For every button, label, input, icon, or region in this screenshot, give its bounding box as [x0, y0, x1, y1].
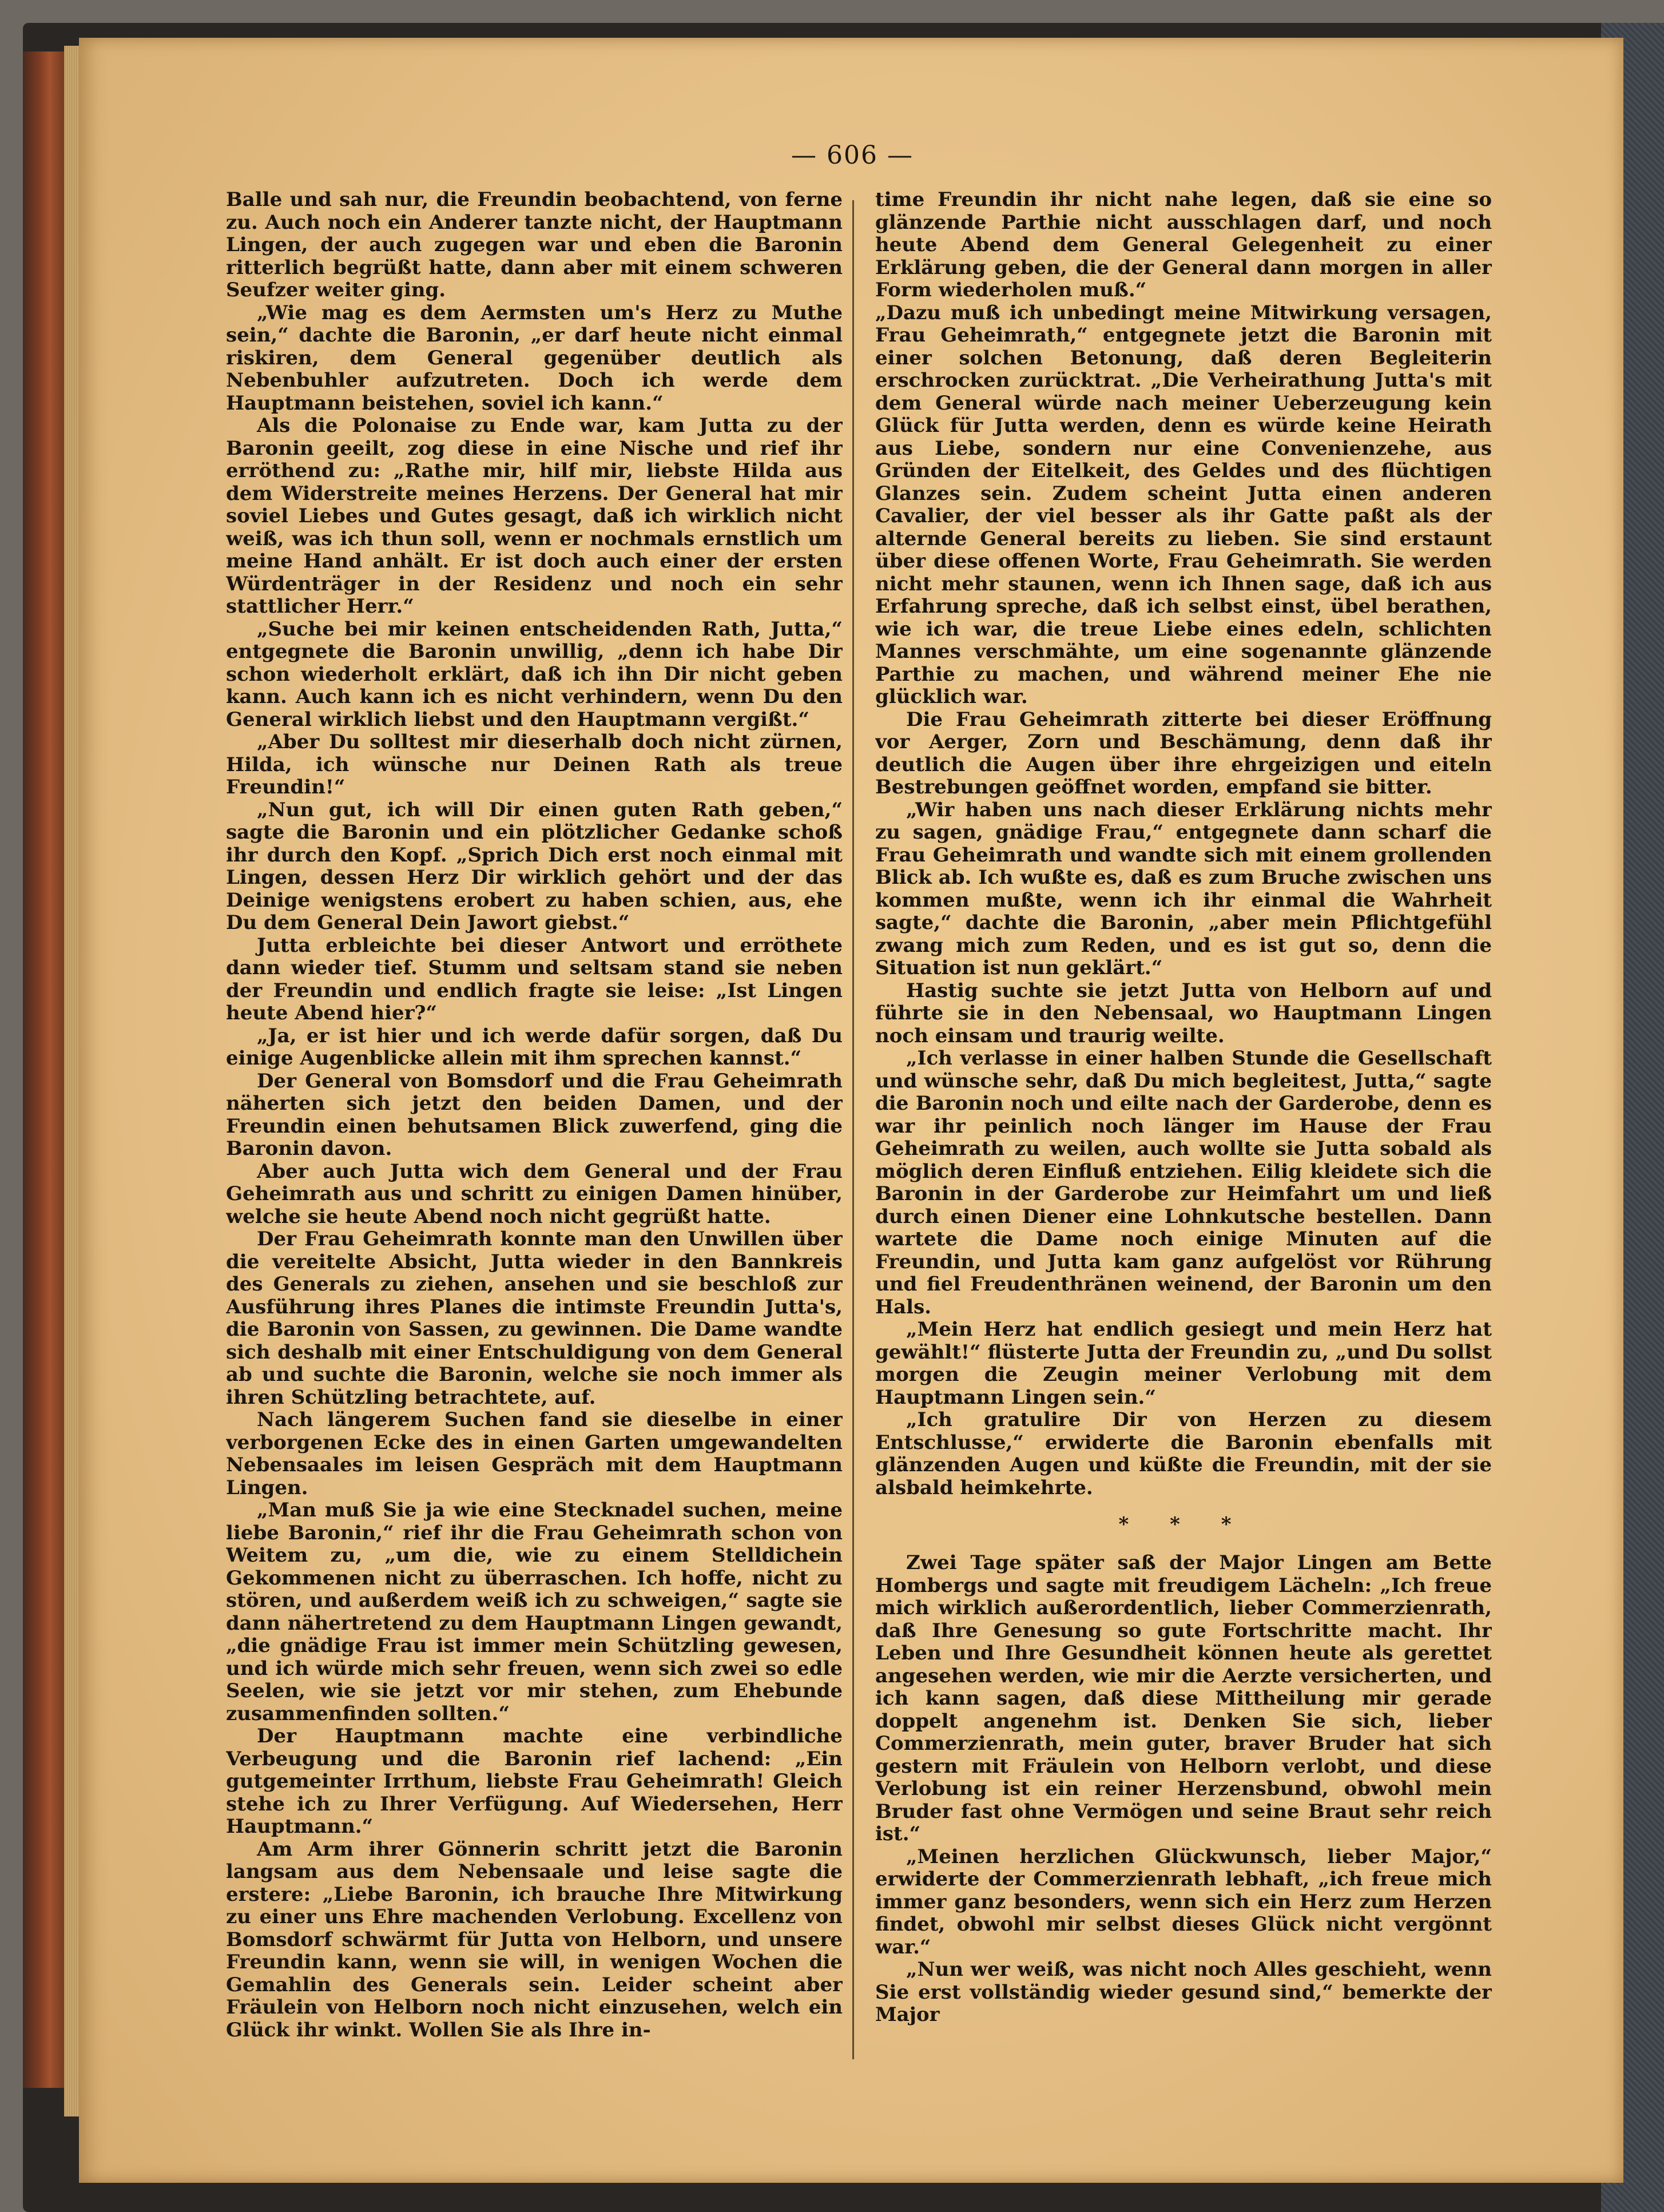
section-break: * * * — [1118, 1513, 1249, 1536]
left-text-column — [226, 189, 843, 2076]
paragraph: Der General von Bomsdorf und die Frau Geheimrath näherten sich jetzt den beiden Damen, und der Freundin einen behutsamen Blick zuwerfend, ging die Baronin davon. — [226, 1069, 843, 1160]
paragraph: Der Hauptmann machte eine verbindliche Verbeugung und die Baronin rief lachend: „Ein gutgemeinter Irrthum, liebste Frau Geheimrath! Gleich stehe ich zu Ihrer Verfügung. Auf Wiedersehen, Herr Hauptmann.“ — [226, 1725, 843, 1838]
book-spine — [23, 51, 67, 2088]
paragraph: „Ja, er ist hier und ich werde dafür sorgen, daß Du einige Augenblicke allein mit ihm sprechen kannst.“ — [226, 1024, 843, 1070]
paragraph: Der Frau Geheimrath konnte man den Unwillen über die vereitelte Absicht, Jutta wieder in den Bannkreis des Generals zu ziehen, ansehen und sie beschloß zur Ausführung ihres Planes die intimste Freundin Jutta's, die Baronin von Sassen, zu gewinnen. Die Dame wandte sich deshalb mit einer Entschuldigung von dem General ab und suchte die Baronin, welche sie noch immer als ihren Schützling betrachtete, auf. — [226, 1228, 843, 1409]
paragraph: Jutta erbleichte bei dieser Antwort und erröthete dann wieder tief. Stumm und seltsam stand sie neben der Freundin und endlich fragte sie leise: „Ist Lingen heute Abend hier?“ — [226, 934, 843, 1024]
paragraph: Nach längerem Suchen fand sie dieselbe in einer verborgenen Ecke des in einen Garten umgewandelten Nebensaales im leisen Gespräch mit dem Hauptmann Lingen. — [226, 1408, 843, 1499]
page-number: — 606 — — [791, 141, 914, 170]
paragraph: Am Arm ihrer Gönnerin schritt jetzt die Baronin langsam aus dem Nebensaale und leise sagte die erstere: „Liebe Baronin, ich brauche Ihre Mitwirkung zu einer uns Ehre machenden Verlobung. Excellenz von Bomsdorf schwärmt für Jutta von Helborn, und unsere Freundin kann, wenn sie will, in wenigen Wochen die Gemahlin des Generals sein. Leider scheint aber Fräulein von Helborn noch nicht einzusehen, welch ein Glück ihr winkt. Wollen Sie als Ihre in- — [226, 1837, 843, 2042]
column-divider — [852, 200, 854, 2059]
paragraph: „Suche bei mir keinen entscheidenden Rath, Jutta,“ entgegnete die Baronin unwillig, „denn ich habe Dir schon wiederholt erklärt, daß ich ihn Dir nicht geben kann. Auch kann ich es nicht verhindern, wenn Du den General wirklich liebst und den Hauptmann vergißt.“ — [226, 617, 843, 731]
paragraph: „Ich verlasse in einer halben Stunde die Gesellschaft und wünsche sehr, daß Du mich begleitest, Jutta,“ sagte die Baronin noch und eilte nach der Garderobe, denn es war ihr peinlich noch länger im Hause der Frau Geheimrath zu weilen, auch wollte sie Jutta sobald als möglich deren Einfluß entziehen. Eilig kleidete sich die Baronin in der Garderobe zur Heimfahrt um und ließ durch einen Diener eine Lohnkutsche bestellen. Dann wartete die Dame noch einige Minuten auf die Freundin, und Jutta kam ganz aufgelöst vor Rührung und fiel Freudenthränen weinend, der Baronin um den Hals. — [875, 1047, 1492, 1319]
paragraph: Hastig suchte sie jetzt Jutta von Helborn auf und führte sie in den Nebensaal, wo Hauptmann Lingen noch einsam und traurig weilte. — [875, 979, 1492, 1047]
paragraph: „Nun gut, ich will Dir einen guten Rath geben,“ sagte die Baronin und ein plötzlicher Gedanke schoß ihr durch den Kopf. „Sprich Dich erst noch einmal mit Lingen, dessen Herz Dir wirklich gehört und der das Deinige wenigstens erobert zu haben schien, aus, ehe Du dem General Dein Jawort giebst.“ — [226, 798, 843, 934]
paragraph: „Aber Du solltest mir dieserhalb doch nicht zürnen, Hilda, ich wünsche nur Deinen Rath als treue Freundin!“ — [226, 730, 843, 799]
paragraph: „Wir haben uns nach dieser Erklärung nichts mehr zu sagen, gnädige Frau,“ entgegnete dann scharf die Frau Geheimrath und wandte sich mit einem grollenden Blick ab. Ich wußte es, daß es zum Bruche zwischen uns kommen mußte, wenn ich ihr einmal die Wahrheit sagte,“ dachte die Baronin, „aber mein Pflichtgefühl zwang mich zum Reden, und es ist gut so, denn die Situation ist nun geklärt.“ — [875, 798, 1492, 979]
paragraph: „Mein Herz hat endlich gesiegt und mein Herz hat gewählt!“ flüsterte Jutta der Freundin zu, „und Du sollst morgen die Zeugin meiner Verlobung mit dem Hauptmann Lingen sein.“ — [875, 1318, 1492, 1409]
paragraph: Aber auch Jutta wich dem General und der Frau Geheimrath aus und schritt zu einigen Damen hinüber, welche sie heute Abend noch nicht gegrüßt hatte. — [226, 1159, 843, 1228]
paragraph: Als die Polonaise zu Ende war, kam Jutta zu der Baronin geeilt, zog diese in eine Nische und rief ihr erröthend zu: „Rathe mir, hilf mir, liebste Hilda aus dem Widerstreite meines Herzens. Der General hat mir soviel Liebes und Gutes gesagt, daß ich wirklich nicht weiß, was ich thun soll, wenn er nochmals ernstlich um meine Hand anhält. Er ist doch auch einer der ersten Würdenträger in der Residenz und noch ein sehr stattlicher Herr.“ — [226, 414, 843, 618]
paragraph: „Meinen herzlichen Glückwunsch, lieber Major,“ erwiderte der Commerzienrath lebhaft, „ich freue mich immer ganz besonders, wenn sich ein Herz zum Herzen findet, obwohl mir selbst dieses Glück nicht vergönnt war.“ — [875, 1845, 1492, 1959]
paragraph: „Man muß Sie ja wie eine Stecknadel suchen, meine liebe Baronin,“ rief ihr die Frau Geheimrath schon von Weitem zu, „um die, wie zu einem Stelldichein Gekommenen nicht zu überraschen. Ich hoffe, nicht zu stören, und außerdem weiß ich zu schweigen,“ sagte sie dann nähertretend zu dem Hauptmann Lingen gewandt, „die gnädige Frau ist immer mein Schützling gewesen, und ich würde mich sehr freuen, wenn sich zwei so edle Seelen, wie sie jetzt vor mir stehen, zum Ehebunde zusammenfinden sollten.“ — [226, 1499, 843, 1725]
paragraph: „Wie mag es dem Aermsten um's Herz zu Muthe sein,“ dachte die Baronin, „er darf heute nicht einmal riskiren, dem General gegenüber deutlich als Nebenbuhler aufzutreten. Doch ich werde dem Hauptmann beistehen, soviel ich kann.“ — [226, 301, 843, 415]
paragraph: „Ich gratulire Dir von Herzen zu diesem Entschlusse,“ erwiderte die Baronin ebenfalls mit glänzenden Augen und küßte die Freundin, mit der sie alsbald heimkehrte. — [875, 1408, 1492, 1499]
paragraph: Balle und sah nur, die Freundin beobachtend, von ferne zu. Auch noch ein Anderer tanzte nicht, der Hauptmann Lingen, der auch zugegen war und eben die Baronin ritterlich begrüßt hatte, dann aber mit einem schweren Seufzer weiter ging. — [226, 189, 843, 301]
paragraph: Zwei Tage später saß der Major Lingen am Bette Hombergs und sagte mit freudigem Lächeln: „Ich freue mich wirklich außerordentlich, lieber Commerzienrath, daß Ihre Genesung so gute Fortschritte macht. Ihr Leben und Ihre Gesundheit können heute als gerettet angesehen werden, wie mir die Aerzte versicherten, und ich kann sagen, daß diese Mittheilung mir gerade doppelt angenehm ist. Denken Sie sich, lieber Commerzienrath, mein guter, braver Bruder hat sich gestern mit Fräulein von Helborn verlobt, und diese Verlobung ist ein reiner Herzensbund, obwohl mein Bruder fast ohne Vermögen und seine Braut sehr reich ist.“ — [875, 1551, 1492, 1845]
paragraph: „Nun wer weiß, was nicht noch Alles geschieht, wenn Sie erst vollständig wieder gesund sind,“ bemerkte der Major — [875, 1958, 1492, 2026]
paragraph: „Dazu muß ich unbedingt meine Mitwirkung versagen, Frau Geheimrath,“ entgegnete jetzt die Baronin mit einer solchen Betonung, daß deren Begleiterin erschrocken zurücktrat. „Die Verheirathung Jutta's mit dem General würde nach meiner Ueberzeugung kein Glück für Jutta werden, denn es würde keine Heirath aus Liebe, sondern nur eine Convenienzehe, aus Gründen der Eitelkeit, des Geldes und des flüchtigen Glanzes sein. Zudem scheint Jutta einen anderen Cavalier, der viel besser als ihr Gatte paßt als der alternde General bereits zu lieben. Sie sind erstaunt über diese offenen Worte, Frau Geheimrath. Sie werden nicht mehr staunen, wenn ich Ihnen sage, daß ich aus Erfahrung spreche, daß ich selbst einst, übel berathen, wie ich war, die treue Liebe eines edeln, schlichten Mannes verschmähte, um eine sogenannte glänzende Parthie zu machen, und während meiner Ehe nie glücklich war. — [875, 301, 1492, 708]
paragraph: time Freundin ihr nicht nahe legen, daß sie eine so glänzende Parthie nicht ausschlagen darf, und noch heute Abend dem General Gelegenheit zu einer Erklärung geben, die der General dann morgen in aller Form wiederholen muß.“ — [875, 189, 1492, 301]
paragraph: Die Frau Geheimrath zitterte bei dieser Eröffnung vor Aerger, Zorn und Beschämung, denn daß ihr deutlich die Augen über ihre ehrgeizigen und eiteln Bestrebungen geöffnet worden, empfand sie bitter. — [875, 708, 1492, 799]
right-text-column — [875, 189, 1492, 2076]
